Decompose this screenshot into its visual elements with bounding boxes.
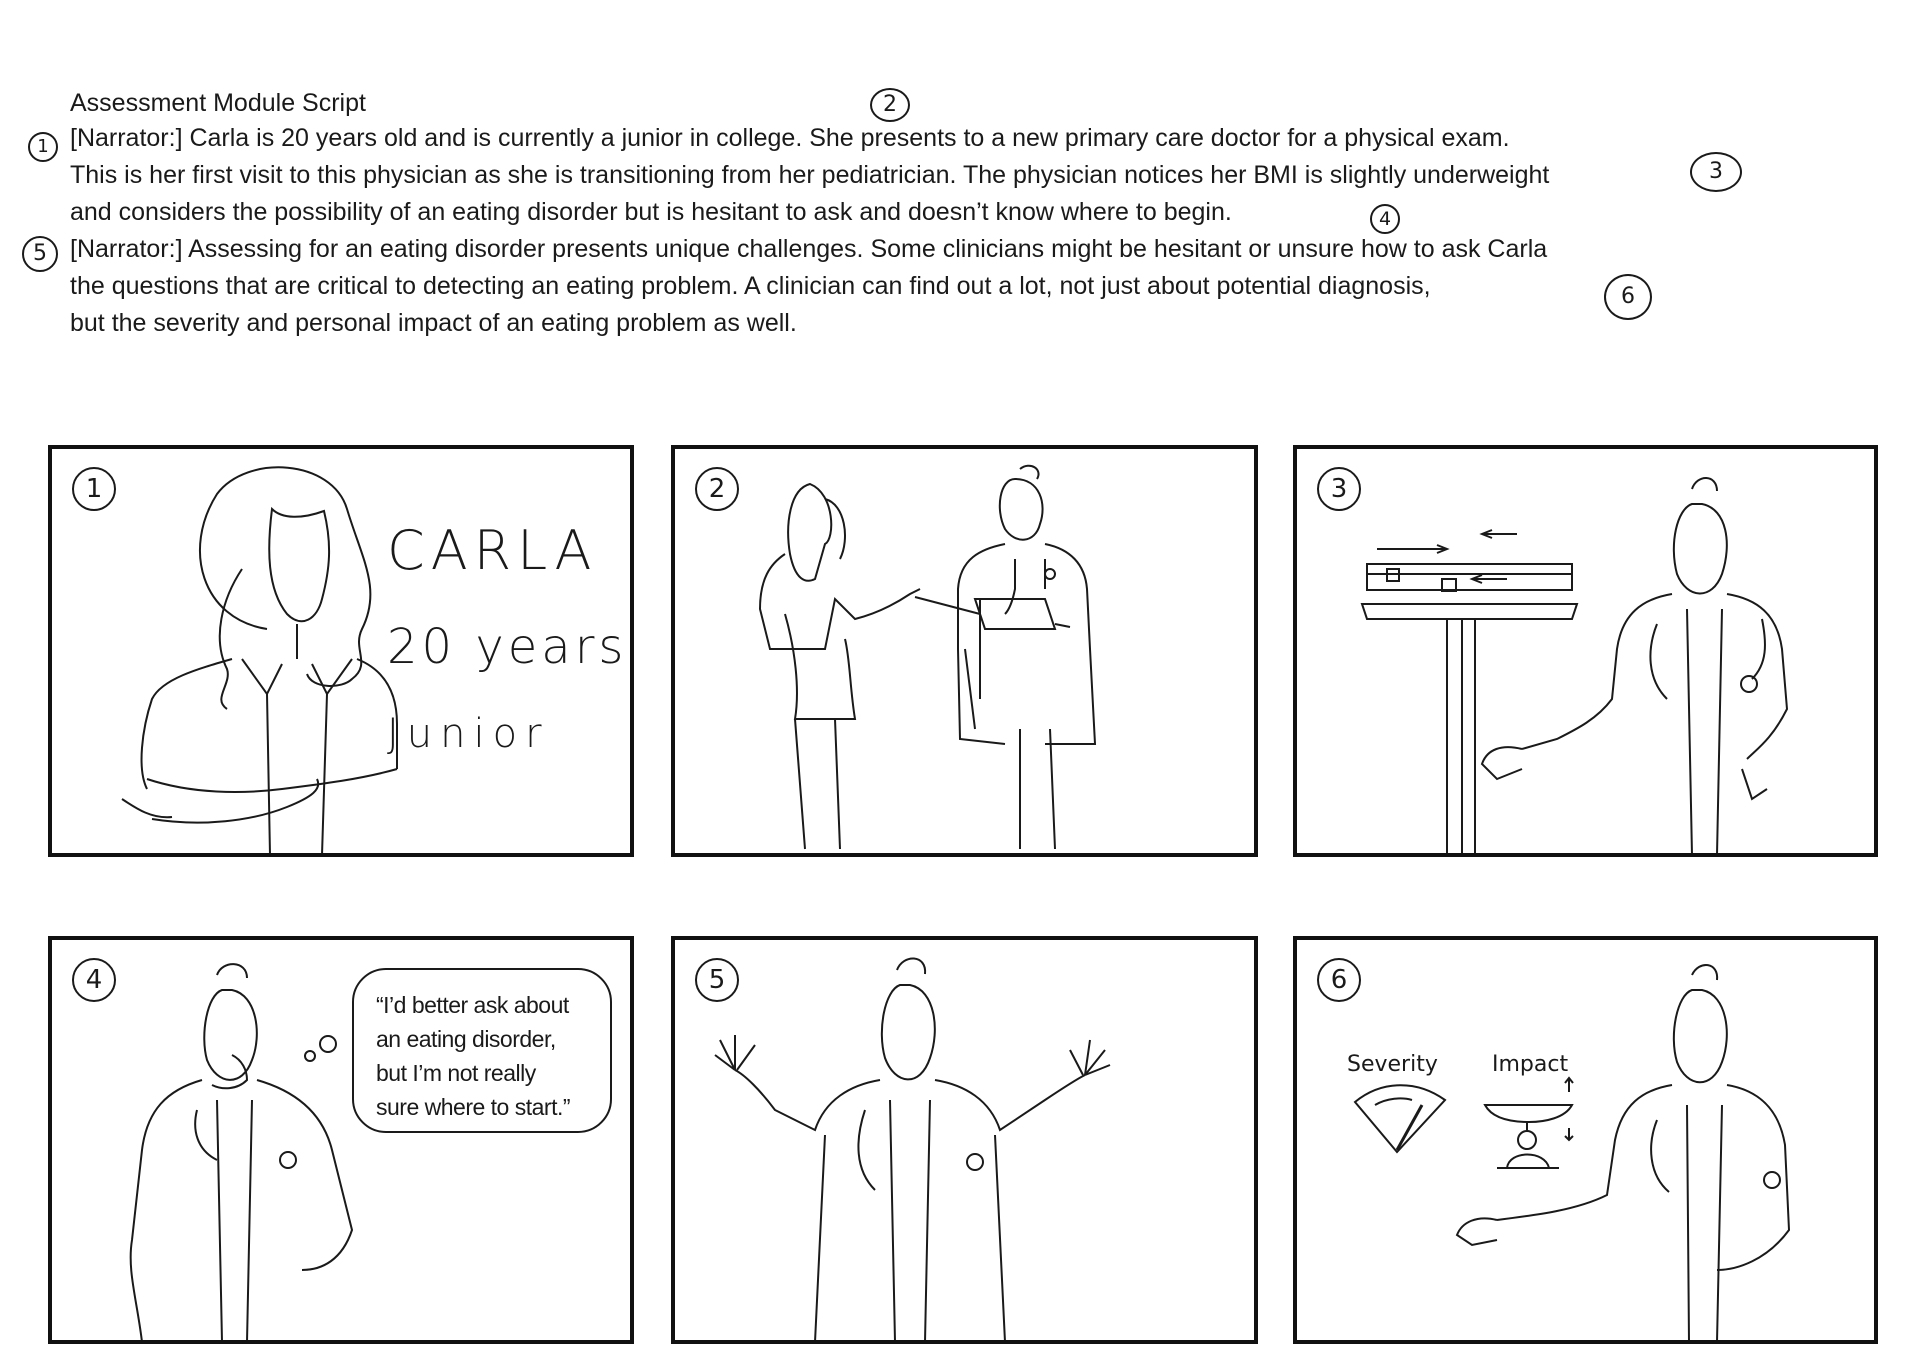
script-line: [Narrator:] Carla is 20 years old and is currently a junior in college. She presents to a new primary care doctor for a physical exam. [70, 124, 1510, 152]
script-line: [Narrator:] Assessing for an eating disorder presents unique challenges. Some clinicians might be hesitant or unsure how to ask Carla [70, 235, 1548, 263]
script-marker-1: 1 [28, 132, 58, 162]
panel-number: 2 [695, 467, 739, 511]
script-line: This is her first visit to this physician as she is transitioning from her pediatrician. The physician notices her BMI is slightly underweight [70, 161, 1550, 189]
character-year: Junior [387, 711, 550, 757]
thought-line: sure where to start.” [376, 1094, 571, 1120]
character-name: CARLA [387, 519, 598, 582]
severity-label: Severity [1347, 1052, 1438, 1077]
shrugging-doctor-illustration [675, 940, 1256, 1342]
storyboard-panel-1 [48, 445, 634, 857]
script-marker-5: 5 [22, 236, 58, 272]
script-line: and considers the possibility of an eating disorder but is hesitant to ask and doesn’t know where to begin. [70, 198, 1232, 226]
script-marker-4: 4 [1370, 204, 1400, 234]
panel-number: 6 [1317, 958, 1361, 1002]
storyboard-panel-3 [1293, 445, 1878, 857]
character-age: 20 years [387, 619, 628, 675]
severity-impact-illustration [1297, 940, 1876, 1342]
script-title: Assessment Module Script [70, 89, 366, 117]
panel-number: 1 [72, 467, 116, 511]
script-marker-2: 2 [870, 88, 910, 122]
script-block [70, 86, 1770, 342]
storyboard-panel-4 [48, 936, 634, 1344]
thought-line: but I’m not really [376, 1060, 536, 1086]
thought-line: an eating disorder, [376, 1026, 556, 1052]
storyboard-panel-2 [671, 445, 1258, 857]
severity-gauge-icon [1355, 1085, 1445, 1152]
scale-doctor-illustration [1297, 449, 1876, 855]
script-marker-6: 6 [1604, 274, 1652, 320]
thought-line: “I’d better ask about [376, 992, 569, 1018]
storyboard-panel-5 [671, 936, 1258, 1344]
storyboard-panel-6 [1293, 936, 1878, 1344]
script-line: the questions that are critical to detecting an eating problem. A clinician can find out a lot, not just about potential diagnosis, [70, 272, 1431, 300]
impact-label: Impact [1492, 1052, 1569, 1077]
impact-scale-icon [1485, 1078, 1573, 1168]
patient-doctor-illustration [675, 449, 1256, 855]
panel-number: 5 [695, 958, 739, 1002]
script-marker-3: 3 [1690, 152, 1742, 192]
script-line: but the severity and personal impact of an eating problem as well. [70, 309, 797, 337]
thought-bubble [352, 968, 612, 1133]
panel-number: 4 [72, 958, 116, 1002]
panel-number: 3 [1317, 467, 1361, 511]
